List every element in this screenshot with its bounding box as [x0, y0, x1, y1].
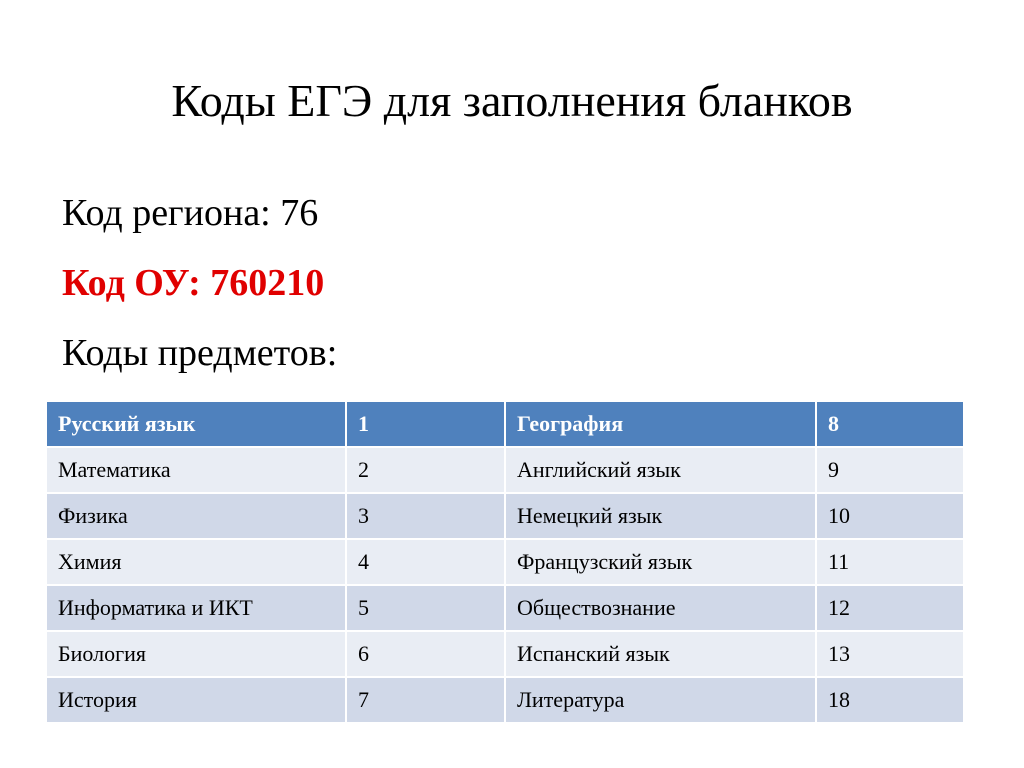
table-row — [46, 677, 964, 723]
subject-name-cell: Немецкий язык — [505, 493, 816, 539]
subject-name-cell: Французский язык — [505, 539, 816, 585]
subject-code-cell: 12 — [816, 585, 964, 631]
subject-code-cell: 7 — [346, 677, 505, 723]
table-header-row — [46, 401, 964, 447]
school-code-line: Код ОУ: 760210 — [62, 262, 325, 304]
subject-name-cell: Русский язык — [46, 401, 346, 447]
subject-name-cell: Биология — [46, 631, 346, 677]
subject-code-cell: 8 — [816, 401, 964, 447]
subject-code-cell: 4 — [346, 539, 505, 585]
subject-codes-heading: Коды предметов: — [62, 332, 338, 374]
subject-code-cell: 1 — [346, 401, 505, 447]
subject-code-cell: 5 — [346, 585, 505, 631]
subject-code-cell: 3 — [346, 493, 505, 539]
subject-name-cell: История — [46, 677, 346, 723]
table-row — [46, 539, 964, 585]
subject-code-cell: 2 — [346, 447, 505, 493]
subject-name-cell: Информатика и ИКТ — [46, 585, 346, 631]
subject-code-cell: 10 — [816, 493, 964, 539]
subject-codes-table-body — [46, 401, 964, 723]
info-list — [62, 188, 962, 398]
region-code-line: Код региона: 76 — [62, 192, 319, 234]
subject-name-cell: Физика — [46, 493, 346, 539]
subject-code-cell: 6 — [346, 631, 505, 677]
table-row — [46, 585, 964, 631]
subject-name-cell: Математика — [46, 447, 346, 493]
subject-name-cell: Английский язык — [505, 447, 816, 493]
table-row — [46, 493, 964, 539]
subject-codes-table — [45, 400, 965, 724]
subject-name-cell: Литература — [505, 677, 816, 723]
subject-code-cell: 13 — [816, 631, 964, 677]
subject-code-cell: 18 — [816, 677, 964, 723]
subject-code-cell: 9 — [816, 447, 964, 493]
subject-name-cell: Обществознание — [505, 585, 816, 631]
subject-name-cell: География — [505, 401, 816, 447]
subject-name-cell: Химия — [46, 539, 346, 585]
subject-code-cell: 11 — [816, 539, 964, 585]
table-row — [46, 447, 964, 493]
table-row — [46, 631, 964, 677]
slide-title: Коды ЕГЭ для заполнения бланков — [171, 75, 853, 126]
subject-name-cell: Испанский язык — [505, 631, 816, 677]
